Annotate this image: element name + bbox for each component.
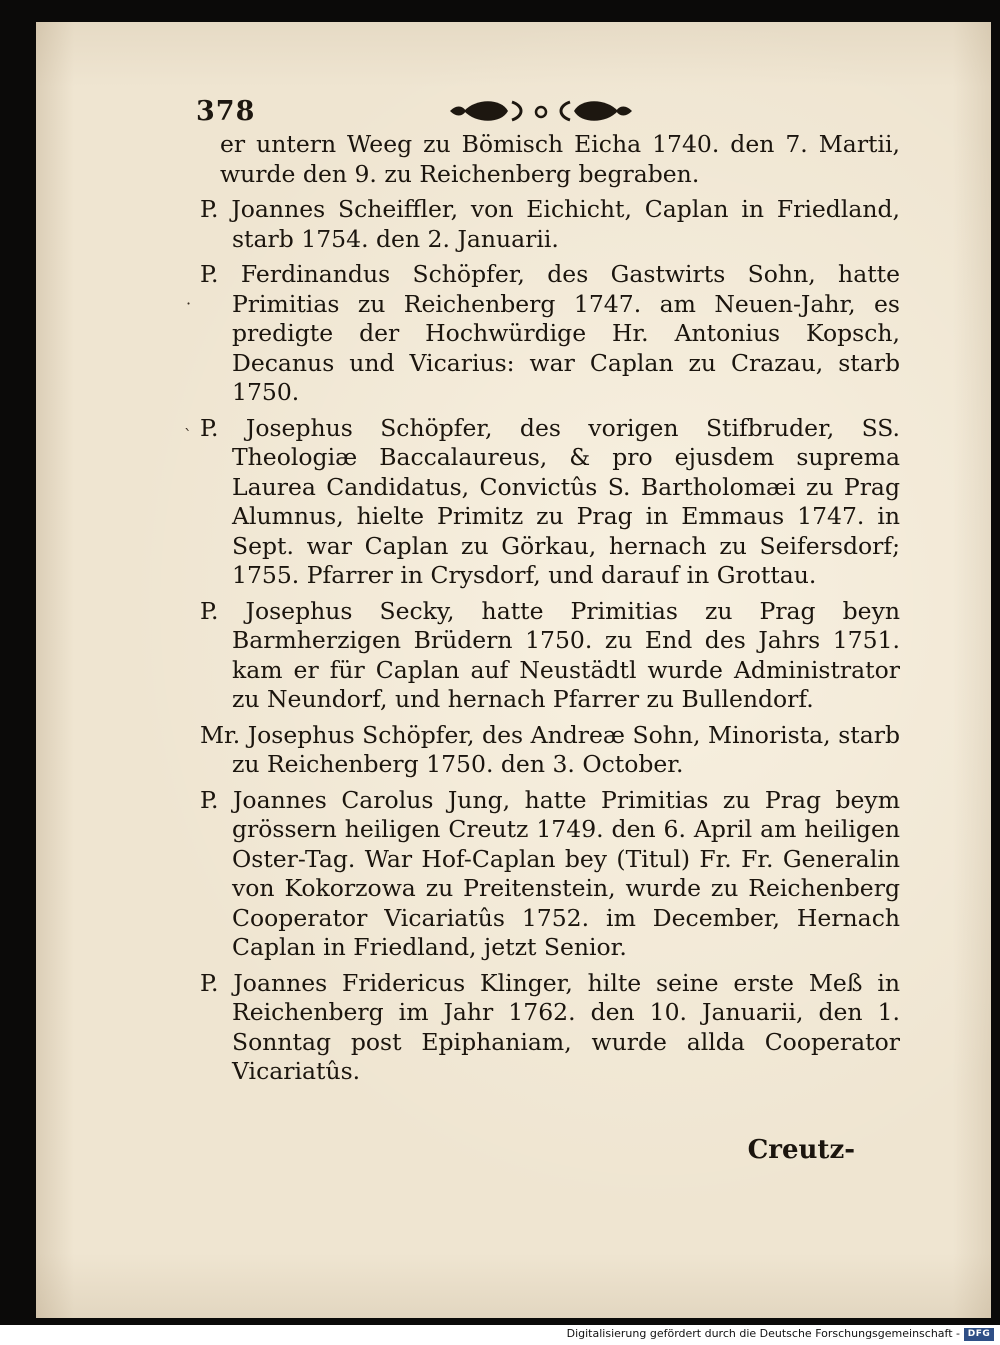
entry-continuation: er untern Weeg zu Bömisch Eicha 1740. den 7. Martii, wurde den 9. zu Reichenberg begraben. xyxy=(220,130,900,188)
page-header xyxy=(196,96,636,130)
entry-secky: P. Josephus Secky, hatte Primitias zu Prag beyn Barmherzigen Brüdern 1750. zu End des Jahrs 1751. kam er für Caplan auf Neustädtl wurde Administrator zu Neundorf, und hernach Pfarrer zu Bullendorf. xyxy=(200,596,900,713)
entry-scheiffler: P. Joannes Scheiffler, von Eichicht, Caplan in Friedland, starb 1754. den 2. Januarii. xyxy=(200,195,900,253)
ornament-icon xyxy=(446,96,636,126)
page-number: 378 xyxy=(196,96,256,127)
main-text xyxy=(200,130,900,1087)
stray-mark: ˋ xyxy=(184,426,192,445)
dfg-logo: DFG xyxy=(964,1328,994,1341)
entry-mr-josephus-schoepfer: Mr. Josephus Schöpfer, des Andreæ Sohn, Minorista, starb zu Reichenberg 1750. den 3. October. xyxy=(200,720,900,778)
entry-josephus-schoepfer: P. Josephus Schöpfer, des vorigen Stifbruder, SS. Theologiæ Baccalaureus, & pro ejusdem suprema Laurea Candidatus, Convictûs S. Bartholomæi zu Prag Alumnus, hielte Primitz zu Prag in Emmaus 1747. in Sept. war Caplan zu Görkau, hernach zu Seifersdorf; 1755. Pfarrer in Crysdorf, und darauf in Grottau. xyxy=(200,413,900,589)
funding-credit: Digitalisierung gefördert durch die Deutsche Forschungsgemeinschaft - xyxy=(566,1327,960,1340)
catchword: Creutz- xyxy=(747,1135,855,1165)
stray-mark: · xyxy=(186,294,192,313)
entry-jung: P. Joannes Carolus Jung, hatte Primitias zu Prag beym grössern heiligen Creutz 1749. den 6. April am heiligen Oster-Tag. War Hof-Caplan bey (Titul) Fr. Fr. Generalin von Kokorzowa zu Preitenstein, wurde zu Reichenberg Cooperator Vicariatûs 1752. im December, Hernach Caplan in Friedland, jetzt Senior. xyxy=(200,785,900,961)
footer-bar xyxy=(0,1325,1000,1345)
entry-ferdinandus-schoepfer: P. Ferdinandus Schöpfer, des Gastwirts Sohn, hatte Primitias zu Reichenberg 1747. am Neuen-Jahr, es predigte der Hochwürdige Hr. Antonius Kopsch, Decanus und Vicarius: war Caplan zu Crazau, starb 1750. xyxy=(200,260,900,406)
entry-klinger: P. Joannes Fridericus Klinger, hilte seine erste Meß in Reichenberg im Jahr 1762. den 10. Januarii, den 1. Sonntag post Epiphaniam, wurde allda Cooperator Vicariatûs. xyxy=(200,968,900,1085)
